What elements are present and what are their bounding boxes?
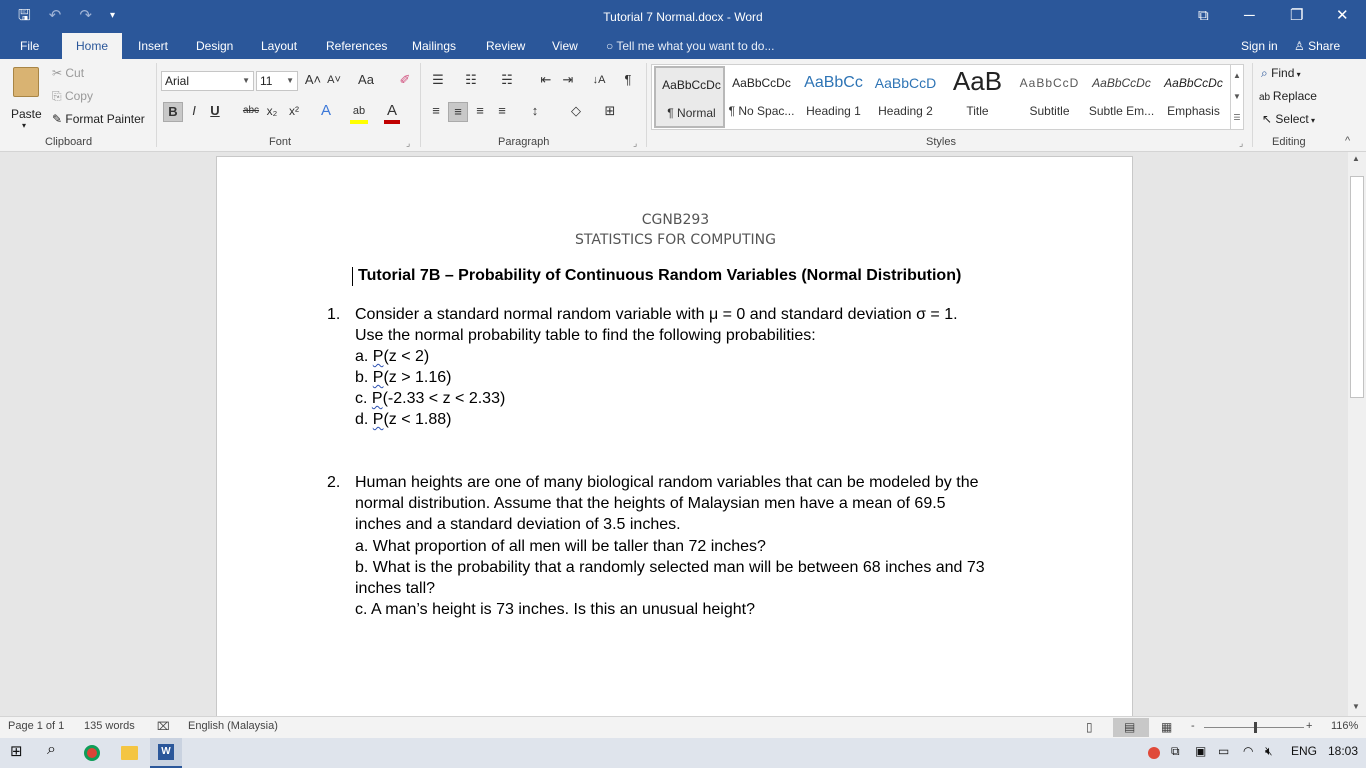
tab-file[interactable]: File	[20, 39, 40, 53]
align-left-icon[interactable]: ≡	[432, 103, 440, 118]
format-painter-label: Format Painter	[65, 112, 145, 126]
style-preview: AaBbCcDc	[1092, 76, 1151, 90]
file-explorer-icon[interactable]	[121, 746, 138, 760]
text-cursor	[352, 267, 353, 286]
style-name: ¶ Normal	[667, 106, 716, 120]
font-size-combo[interactable]	[256, 71, 298, 91]
style-name: Title	[966, 104, 989, 118]
paintbrush-icon: ✎	[52, 112, 66, 126]
q1-line: Consider a standard normal random variable with μ = 0 and standard deviation σ = 1.	[355, 306, 958, 323]
network-share-icon[interactable]: ⧉	[1171, 744, 1180, 758]
style-heading-1[interactable]	[798, 66, 869, 128]
document-title: Tutorial 7B – Probability of Continuous Random Variables (Normal Distribution)	[358, 267, 962, 284]
tell-me-text: Tell me what you want to do...	[616, 39, 775, 53]
print-layout-icon: ▤	[1124, 720, 1136, 734]
copy-icon: ⎘	[52, 89, 65, 103]
question-number: 1.	[327, 306, 341, 323]
status-bar	[0, 716, 1366, 738]
group-separator	[156, 63, 157, 147]
wifi-icon[interactable]: ◠	[1243, 744, 1254, 758]
line-spacing-icon[interactable]: ↕	[531, 103, 539, 118]
q1-part	[355, 369, 452, 387]
customize-qat-icon[interactable]: ▾	[109, 10, 115, 21]
paste-label: Paste	[11, 107, 42, 121]
chrome-icon[interactable]	[84, 745, 100, 761]
style-subtle-emphasis[interactable]	[1086, 66, 1157, 128]
language-indicator[interactable]: English (Malaysia)	[188, 720, 278, 732]
restore-icon[interactable]: ❐	[1290, 7, 1304, 24]
word-icon: W	[158, 744, 174, 760]
chevron-down-icon: ▾	[22, 121, 27, 130]
minimize-icon[interactable]: ─	[1244, 7, 1255, 24]
clipboard-group-label: Clipboard	[45, 136, 93, 148]
word-count[interactable]: 135 words	[84, 720, 135, 732]
ribbon	[0, 59, 1366, 152]
select-label: Select	[1275, 112, 1309, 126]
scroll-up-icon[interactable]: ▲	[1352, 154, 1360, 163]
part-prefix: b.	[355, 369, 373, 386]
group-separator	[420, 63, 421, 147]
increase-indent-icon[interactable]: ⇥	[562, 72, 574, 87]
style-name: Subtle Em...	[1088, 104, 1155, 118]
text-effects-icon[interactable]: A	[320, 102, 331, 119]
find-label: Find	[1271, 66, 1295, 80]
find-button[interactable]	[1261, 66, 1301, 81]
q2-line: Human heights are one of many biological random variables that can be modeled by the	[355, 474, 979, 491]
replace-icon: ab	[1259, 92, 1273, 103]
style-name: ¶ No Spac...	[728, 104, 795, 118]
print-layout-button[interactable]	[1113, 718, 1149, 737]
search-icon: ⌕	[1261, 66, 1272, 80]
style-name: Heading 1	[806, 104, 861, 118]
font-size-value: 11	[260, 74, 273, 88]
subscript-button[interactable]: x₂	[266, 104, 278, 118]
page-count[interactable]: Page 1 of 1	[8, 720, 65, 732]
numbering-icon[interactable]: ☷	[465, 72, 477, 87]
question-number: 2.	[327, 474, 341, 491]
zoom-slider-thumb[interactable]	[1254, 722, 1257, 733]
dialog-launcher-icon[interactable]: ⌟	[1239, 138, 1244, 148]
style-heading-2[interactable]	[870, 66, 941, 128]
proofing-icon[interactable]: ⌧	[157, 721, 170, 733]
part-prefix: a.	[355, 348, 373, 365]
windows-start-icon[interactable]: ⊞	[10, 743, 23, 760]
undo-icon[interactable]: ↶	[48, 7, 62, 24]
part-prefix: c.	[355, 390, 372, 407]
select-button[interactable]	[1262, 112, 1315, 126]
search-icon[interactable]: ⌕	[47, 741, 56, 758]
notification-app-icon[interactable]	[1148, 747, 1160, 759]
strikethrough-button[interactable]: abc	[242, 105, 260, 116]
style-emphasis[interactable]	[1158, 66, 1229, 128]
replace-button[interactable]	[1259, 89, 1317, 103]
ribbon-tabs	[0, 33, 1366, 59]
tab-design[interactable]: Design	[196, 39, 234, 53]
part-expression: (z < 1.88)	[383, 411, 452, 428]
share-button[interactable]	[1294, 33, 1340, 59]
font-name-combo[interactable]	[161, 71, 254, 91]
part-expression: (-2.33 < z < 2.33)	[382, 390, 506, 407]
share-label: Share	[1308, 39, 1341, 53]
chevron-down-icon: ▾	[1294, 70, 1301, 79]
style-preview: AaBbCcDc	[662, 78, 721, 92]
paragraph-group-label: Paragraph	[498, 136, 550, 148]
bold-button[interactable]: B	[163, 102, 183, 122]
course-code: CGNB293	[641, 212, 710, 228]
group-separator	[646, 63, 647, 147]
multilevel-list-icon[interactable]: ☵	[501, 72, 513, 87]
italic-button[interactable]: I	[192, 103, 196, 118]
read-mode-icon[interactable]: ▯	[1086, 720, 1093, 734]
q2-line: c. A man’s height is 73 inches. Is this an unusual height?	[355, 601, 755, 618]
style-name: Emphasis	[1167, 104, 1220, 118]
lightbulb-icon: ○	[606, 39, 617, 53]
font-color-icon[interactable]: A	[384, 102, 400, 124]
q2-line: b. What is the probability that a randomly selected man will be between 68 inches and 73	[355, 559, 985, 576]
ribbon-display-options-icon[interactable]: ⧉	[1198, 7, 1209, 24]
chevron-down-icon: ▾	[1308, 116, 1315, 125]
volume-muted-icon[interactable]: 🔇︎	[1265, 744, 1273, 758]
sign-in-link[interactable]: Sign in	[1241, 39, 1278, 53]
q2-line: a. What proportion of all men will be taller than 72 inches?	[355, 538, 766, 555]
decrease-indent-icon[interactable]: ⇤	[540, 72, 552, 87]
zoom-in-icon[interactable]: +	[1306, 720, 1313, 732]
title-bar	[0, 0, 1366, 33]
styles-scroll[interactable]: ▲ ▼ ☰	[1230, 65, 1243, 129]
q1-line: Use the normal probability table to find the following probabilities:	[355, 327, 816, 344]
style-name: Subtitle	[1029, 104, 1070, 118]
clock[interactable]: 18:03	[1328, 744, 1359, 758]
zoom-out-icon[interactable]: -	[1191, 720, 1195, 732]
sort-icon[interactable]: ↓A	[592, 74, 606, 86]
style-preview: AaB	[952, 66, 1003, 96]
clear-formatting-icon[interactable]: ✐	[399, 72, 411, 87]
tab-insert[interactable]: Insert	[138, 39, 169, 53]
highlight-color-icon[interactable]: ab	[350, 102, 368, 124]
tell-me-search[interactable]	[606, 33, 774, 59]
chevron-down-icon: ▼	[286, 76, 294, 85]
style-preview: AaBbCcDc	[1164, 76, 1223, 90]
input-language[interactable]: ENG	[1291, 744, 1318, 758]
tab-mailings[interactable]: Mailings	[412, 39, 457, 53]
style-preview: AaBbCcD	[874, 75, 937, 91]
style-preview: AaBbCc	[804, 74, 863, 91]
q1-part	[355, 390, 505, 408]
superscript-button[interactable]: x²	[289, 104, 299, 118]
style-normal[interactable]	[654, 66, 725, 128]
person-icon: ♙	[1294, 39, 1309, 53]
battery-icon[interactable]: ▭	[1218, 744, 1230, 758]
bullets-icon[interactable]: ☰	[432, 72, 444, 87]
part-expression: (z > 1.16)	[383, 369, 452, 386]
underline-button[interactable]: U	[210, 103, 220, 118]
dialog-launcher-icon[interactable]: ⌟	[633, 138, 638, 148]
style-preview: AaBbCcDc	[732, 76, 791, 90]
q1-part	[355, 348, 429, 366]
zoom-level[interactable]: 116%	[1331, 720, 1359, 732]
tab-layout[interactable]: Layout	[261, 39, 298, 53]
align-right-icon[interactable]: ≡	[476, 103, 484, 118]
format-painter-button[interactable]	[52, 112, 145, 126]
pilcrow-icon[interactable]: ¶	[624, 72, 632, 87]
close-icon[interactable]: ✕	[1336, 7, 1349, 24]
style-name: Heading 2	[878, 104, 933, 118]
spelling-flag: P	[371, 390, 383, 407]
document-workspace	[0, 152, 1348, 716]
vertical-scrollbar[interactable]	[1348, 152, 1366, 716]
styles-gallery	[651, 64, 1244, 130]
q2-line: inches and a standard deviation of 3.5 inches.	[355, 516, 681, 533]
scroll-thumb[interactable]	[1350, 176, 1364, 398]
style-title[interactable]	[942, 66, 1013, 128]
document-page[interactable]	[216, 156, 1133, 716]
justify-icon[interactable]: ≡	[498, 103, 506, 118]
borders-icon[interactable]: ⊞	[604, 103, 616, 118]
window-title: Tutorial 7 Normal.docx - Word	[603, 10, 763, 24]
font-group-label: Font	[269, 136, 292, 148]
replace-label: Replace	[1272, 89, 1317, 103]
tab-references[interactable]: References	[326, 39, 388, 53]
change-case-icon[interactable]: Aa	[358, 72, 374, 87]
part-expression: (z < 2)	[383, 348, 430, 365]
style-preview: AaBbCcD	[1019, 76, 1080, 90]
copy-label: Copy	[64, 89, 93, 103]
copy-button[interactable]	[52, 89, 93, 104]
chevron-down-icon: ▼	[242, 76, 250, 85]
tab-home[interactable]: Home	[62, 33, 122, 59]
q1-part	[355, 411, 452, 429]
style-no-spacing[interactable]	[726, 66, 797, 128]
grow-font-icon[interactable]: A˄	[304, 72, 322, 87]
shading-icon[interactable]: ◇	[571, 103, 581, 118]
course-name: STATISTICS FOR COMPUTING	[574, 232, 777, 248]
part-prefix: d.	[355, 411, 373, 428]
font-name-value: Arial	[165, 74, 190, 88]
spelling-flag: P	[372, 348, 384, 365]
editing-group-label: Editing	[1272, 136, 1306, 148]
cut-label: Cut	[65, 66, 85, 80]
tab-review[interactable]: Review	[486, 39, 526, 53]
cut-button[interactable]	[52, 66, 84, 80]
scroll-down-icon[interactable]: ▼	[1352, 702, 1360, 711]
collapse-ribbon-icon[interactable]: ^	[1345, 135, 1351, 147]
zoom-slider[interactable]	[1204, 727, 1304, 728]
q2-line: normal distribution. Assume that the heights of Malaysian men have a mean of 69.5	[355, 495, 946, 512]
redo-icon[interactable]: ↷	[79, 7, 92, 24]
group-separator	[1252, 63, 1253, 147]
taskbar	[0, 738, 1366, 768]
styles-group-label: Styles	[926, 136, 956, 148]
spelling-flag: P	[372, 411, 384, 428]
dialog-launcher-icon[interactable]: ⌟	[406, 138, 411, 148]
save-icon[interactable]: 🖫	[18, 7, 31, 24]
web-layout-icon[interactable]: ▦	[1161, 720, 1173, 734]
paste-button[interactable]	[8, 65, 46, 129]
scissors-icon: ✂	[52, 66, 66, 80]
clipboard-paste-icon	[13, 67, 39, 97]
cursor-icon: ↖	[1262, 112, 1276, 126]
word-taskbar-button[interactable]	[150, 738, 182, 768]
display-icon[interactable]: ▣	[1195, 744, 1207, 758]
shrink-font-icon[interactable]: A˅	[327, 74, 341, 86]
center-align-icon[interactable]: ≡	[448, 102, 468, 122]
style-subtitle[interactable]	[1014, 66, 1085, 128]
tab-view[interactable]: View	[552, 39, 578, 53]
q2-line: inches tall?	[355, 580, 436, 597]
spelling-flag: P	[372, 369, 384, 386]
